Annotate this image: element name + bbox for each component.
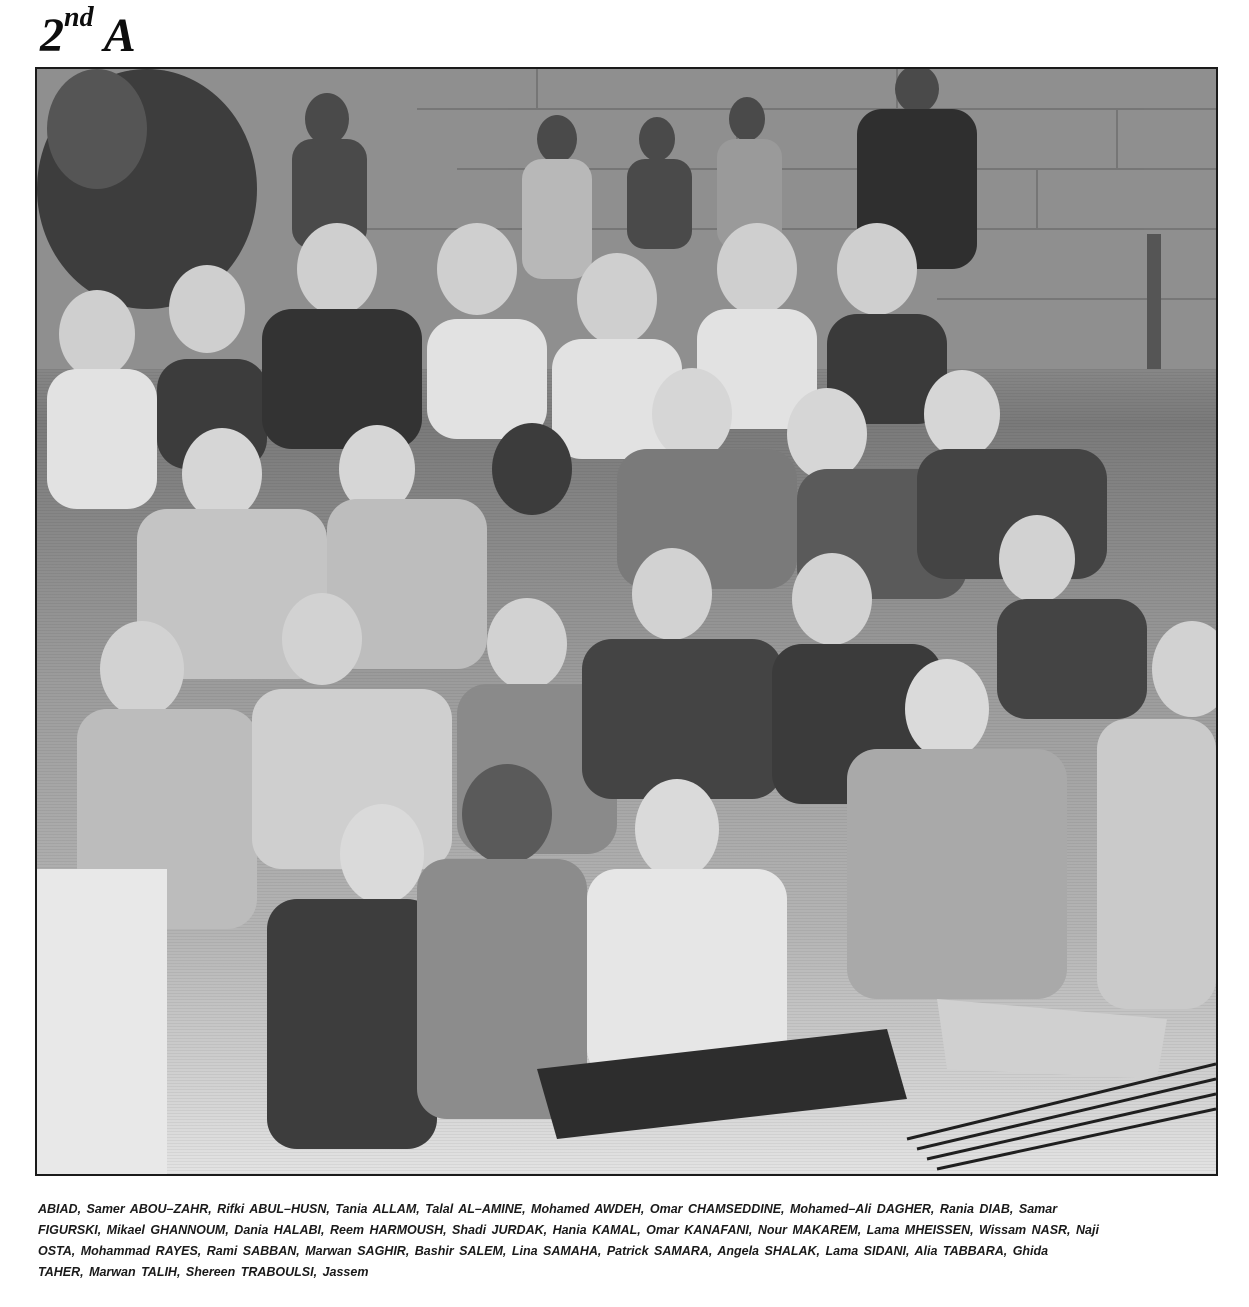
caption-line: FIGURSKI, Mikael GHANNOUM, Dania HALABI, Reem HARMOUSH, Shadi JURDAK, Hania KAMAL, Omar KANAFANI, Nour MAKAREM, Lama MHEISSEN, Wissam NASR, Naji — [38, 1223, 1099, 1237]
heading-ordinal-suffix: nd — [64, 2, 94, 33]
class-group-photo — [35, 67, 1218, 1176]
student-names-caption — [38, 1199, 1214, 1283]
photo-illustration — [37, 69, 1216, 1174]
heading-section-letter: A — [103, 9, 136, 62]
caption-line: OSTA, Mohammad RAYES, Rami SABBAN, Marwan SAGHIR, Bashir SALEM, Lina SAMAHA, Patrick SAMARA, Angela SHALAK, Lama SIDANI, Alia TABBARA, Ghida — [38, 1244, 1049, 1258]
page-heading — [40, 2, 136, 64]
caption-line: TAHER, Marwan TALIH, Shereen TRABOULSI, Jassem — [38, 1265, 369, 1279]
floor-grate — [907, 1064, 1216, 1169]
drain-pipe — [1147, 234, 1161, 369]
heading-number: 2 — [40, 9, 64, 62]
caption-line: ABIAD, Samer ABOU–ZAHR, Rifki ABUL–HUSN, Tania ALLAM, Talal AL–AMINE, Mohamed AWDEH, Omar CHAMSEDDINE, Mohamed–Ali DAGHER, Rania DIAB, Samar — [38, 1202, 1058, 1216]
